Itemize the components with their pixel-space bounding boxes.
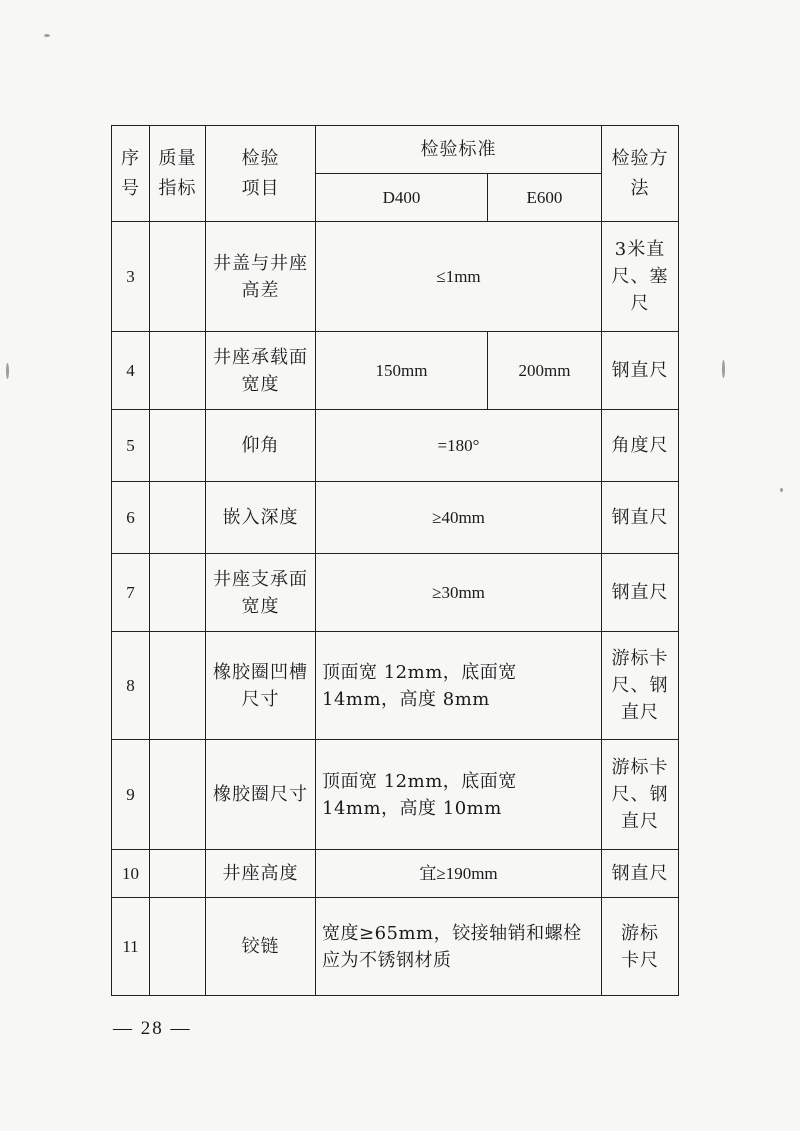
row-item: 铰链 (206, 898, 316, 996)
row-indicator (150, 222, 206, 332)
table-row (112, 554, 679, 632)
row-method: 角度尺 (602, 410, 679, 482)
row-seq: 5 (112, 410, 150, 482)
row-standard: =180° (316, 410, 602, 482)
row-item: 嵌入深度 (206, 482, 316, 554)
header-method: 检验方法 (602, 126, 679, 222)
row-method: 游标卡尺、钢直尺 (602, 632, 679, 740)
row-item: 橡胶圈凹槽尺寸 (206, 632, 316, 740)
row-standard: ≤1mm (316, 222, 602, 332)
row-item: 井座支承面宽度 (206, 554, 316, 632)
row-seq: 8 (112, 632, 150, 740)
scan-mark (44, 34, 50, 37)
row-method: 游标卡尺 (602, 898, 679, 996)
row-method: 钢直尺 (602, 332, 679, 410)
row-item: 井座高度 (206, 850, 316, 898)
row-method: 3米直尺、塞尺 (602, 222, 679, 332)
row-seq: 4 (112, 332, 150, 410)
table-row (112, 898, 679, 996)
header-d400: D400 (316, 174, 488, 222)
row-seq: 10 (112, 850, 150, 898)
row-standard: ≥40mm (316, 482, 602, 554)
row-seq: 3 (112, 222, 150, 332)
row-standard-e600: 200mm (488, 332, 602, 410)
row-method: 钢直尺 (602, 850, 679, 898)
scan-mark (780, 488, 783, 492)
row-seq: 11 (112, 898, 150, 996)
scan-mark (722, 360, 725, 378)
table-row (112, 850, 679, 898)
table-row (112, 740, 679, 850)
inspection-table (111, 125, 679, 996)
row-seq: 7 (112, 554, 150, 632)
row-standard: 宽度≥65mm，铰接轴销和螺栓应为不锈钢材质 (316, 898, 602, 996)
table-row (112, 632, 679, 740)
row-indicator (150, 410, 206, 482)
page-number: — 28 — (113, 1018, 192, 1039)
scan-mark (6, 363, 9, 379)
table-row (112, 482, 679, 554)
row-seq: 9 (112, 740, 150, 850)
row-indicator (150, 898, 206, 996)
row-item: 井盖与井座高差 (206, 222, 316, 332)
table-row (112, 332, 679, 410)
header-seq: 序号 (112, 126, 150, 222)
row-standard: 顶面宽 12mm，底面宽 14mm，高度 10mm (316, 740, 602, 850)
row-indicator (150, 482, 206, 554)
row-seq: 6 (112, 482, 150, 554)
row-item: 橡胶圈尺寸 (206, 740, 316, 850)
row-indicator (150, 554, 206, 632)
table-row (112, 410, 679, 482)
row-method: 钢直尺 (602, 482, 679, 554)
header-item: 检验项目 (206, 126, 316, 222)
row-indicator (150, 332, 206, 410)
row-standard: ≥30mm (316, 554, 602, 632)
row-standard: 宜≥190mm (316, 850, 602, 898)
row-method: 游标卡尺、钢直尺 (602, 740, 679, 850)
table-row (112, 222, 679, 332)
row-standard-d400: 150mm (316, 332, 488, 410)
row-indicator (150, 740, 206, 850)
header-standard: 检验标准 (316, 126, 602, 174)
row-item: 仰角 (206, 410, 316, 482)
row-indicator (150, 850, 206, 898)
row-standard: 顶面宽 12mm，底面宽 14mm，高度 8mm (316, 632, 602, 740)
row-item: 井座承载面宽度 (206, 332, 316, 410)
row-indicator (150, 632, 206, 740)
header-indicator: 质量指标 (150, 126, 206, 222)
header-e600: E600 (488, 174, 602, 222)
row-method: 钢直尺 (602, 554, 679, 632)
